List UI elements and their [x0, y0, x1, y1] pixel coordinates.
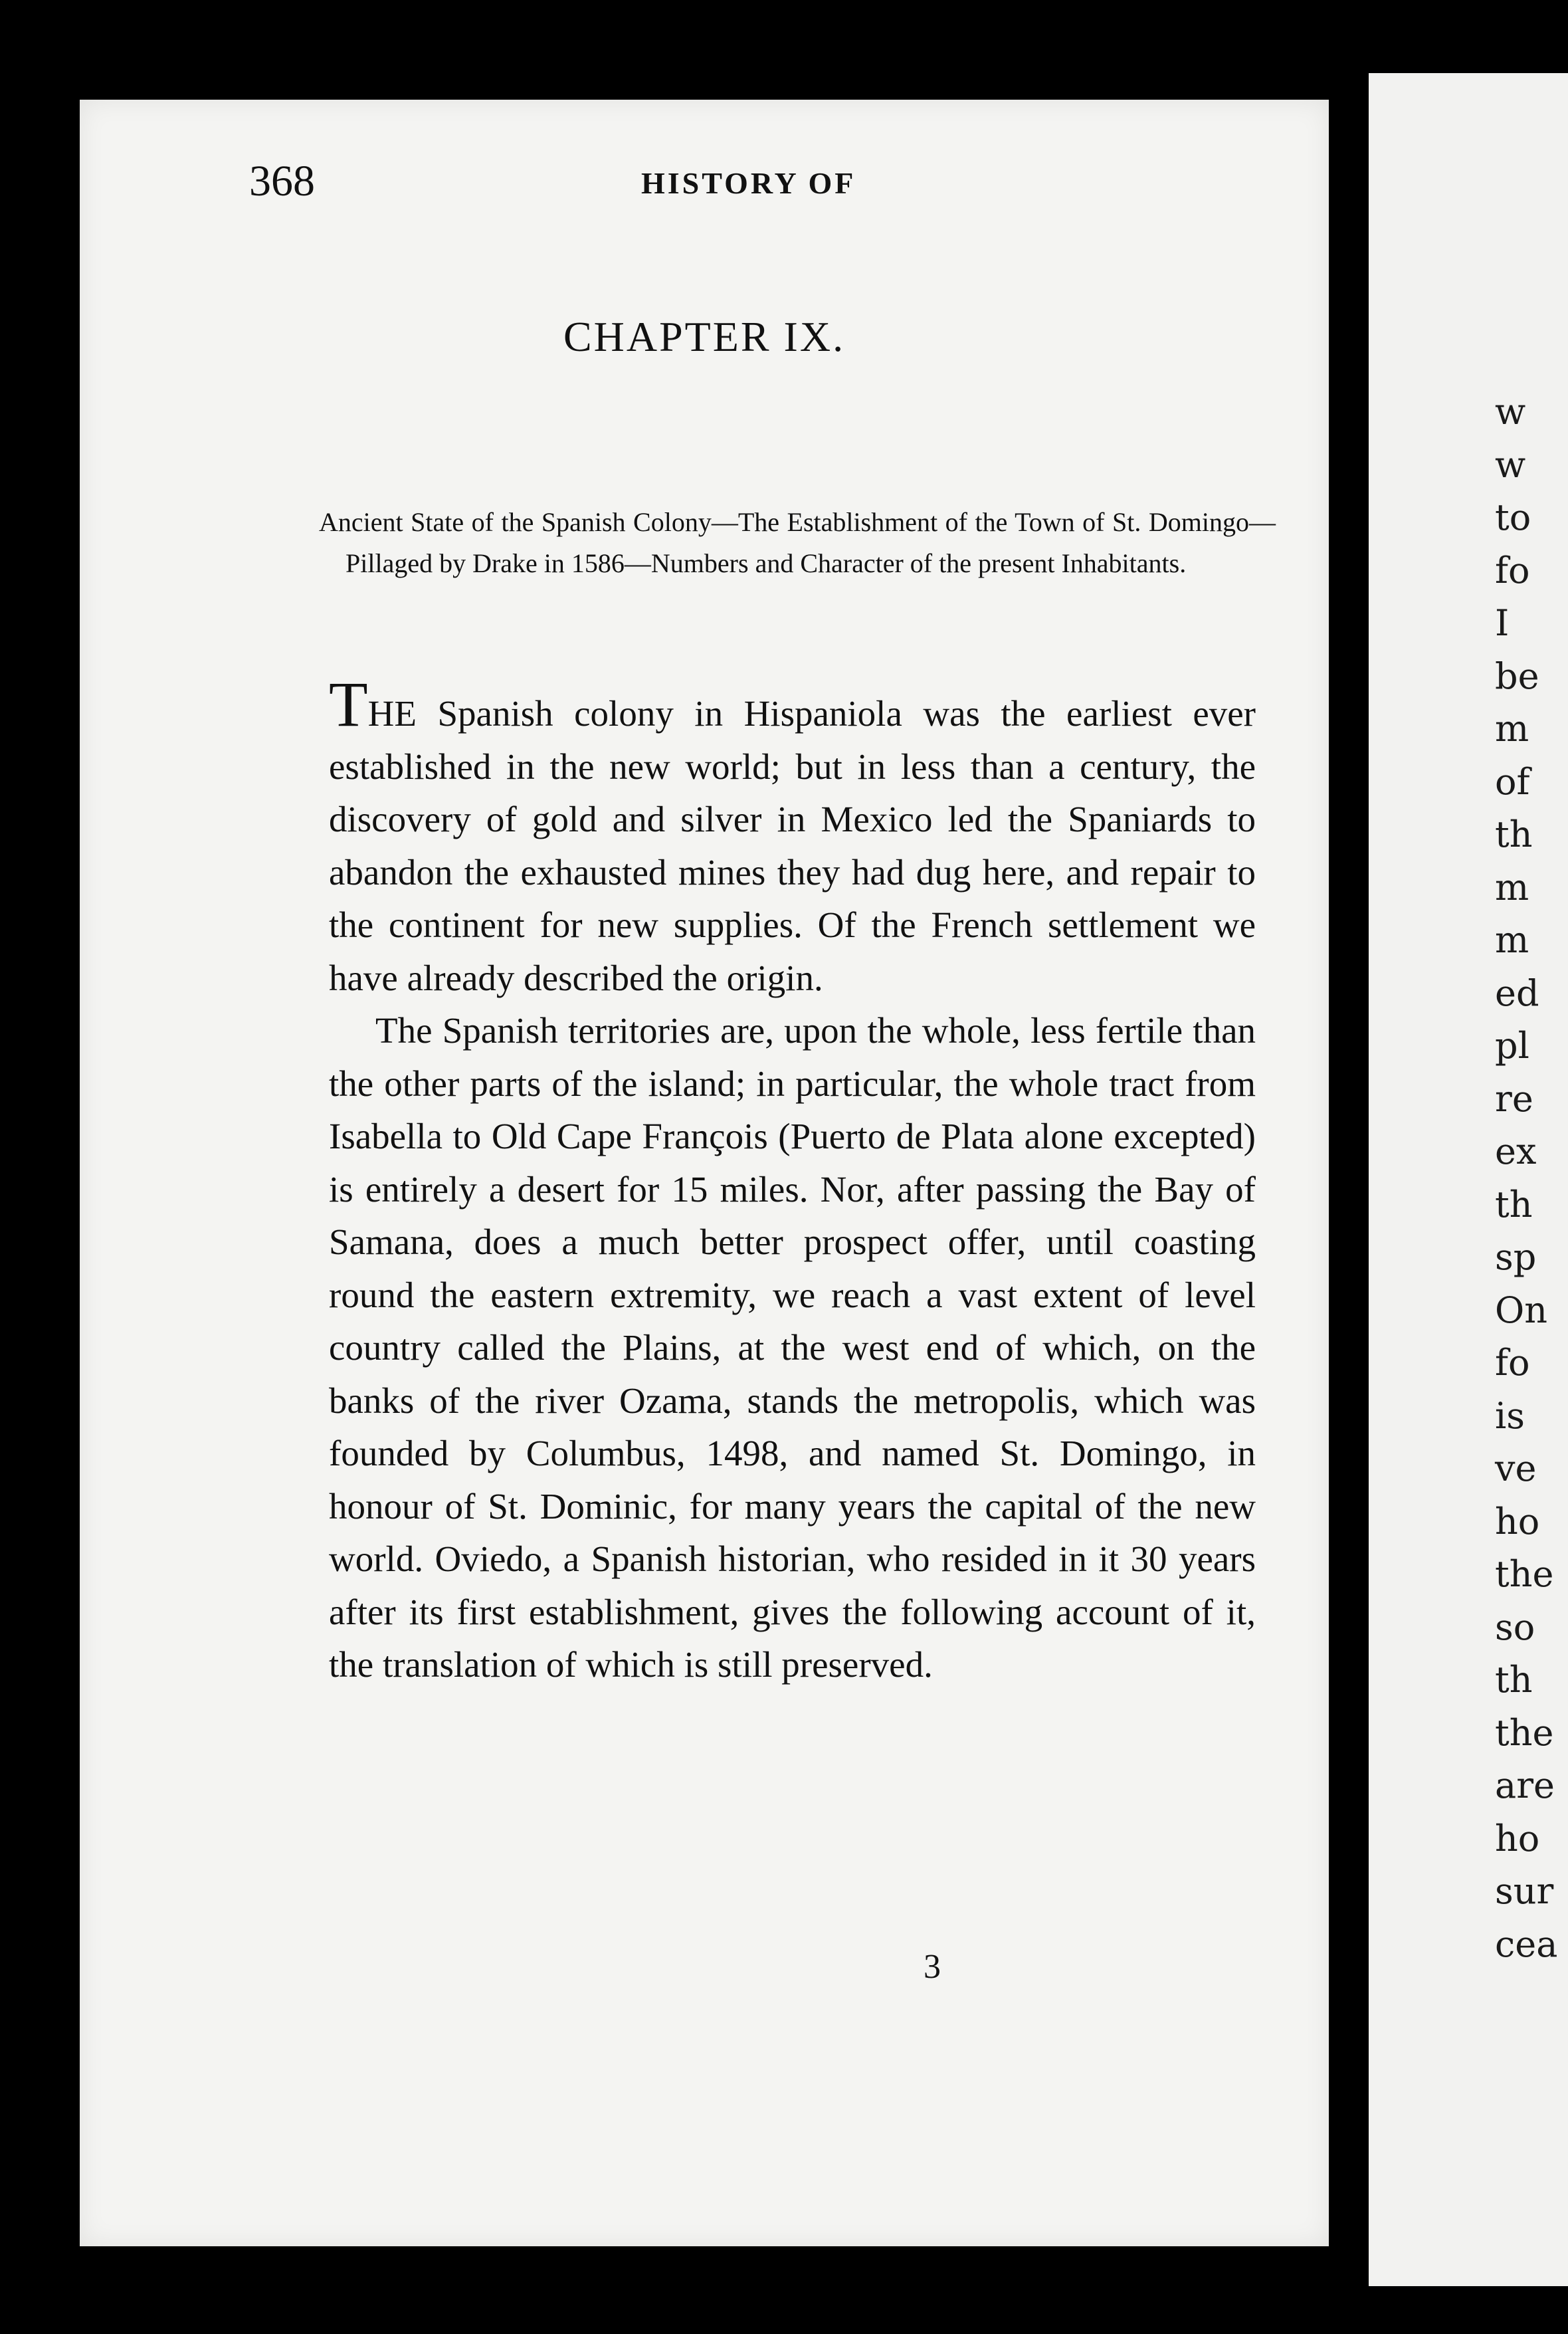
paragraph-1-text: HE Spanish colony in Hispaniola was the earliest ever established in the new world; but in less than a century, the discovery of gold and silver in Mexico led the Spaniards to abandon the exhausted mines they had dug here, and repair to the continent for new supplies. Of the French settlement we have already described the origin.: [329, 693, 1256, 998]
facing-page-fragment: be: [1495, 655, 1539, 697]
facing-page-fragment: ho: [1495, 1817, 1540, 1859]
chapter-title: CHAPTER IX.: [563, 313, 846, 360]
facing-page-fragment: th: [1495, 1183, 1533, 1225]
running-head: [249, 156, 1246, 216]
facing-page-fragment: sur: [1495, 1870, 1554, 1912]
facing-page-edge: [1369, 73, 1568, 2286]
facing-page-fragment: to: [1495, 496, 1531, 538]
facing-page-fragment: are: [1495, 1764, 1555, 1806]
facing-page-fragment: m: [1495, 919, 1529, 961]
facing-page-text-fragments: [1495, 385, 1557, 1970]
facing-page-fragment: I: [1495, 602, 1510, 644]
running-title: HISTORY OF: [641, 166, 856, 200]
facing-page-fragment: the: [1495, 1553, 1554, 1595]
facing-page-fragment: cea: [1495, 1923, 1558, 1965]
paragraph-1: [329, 669, 1256, 1004]
facing-page-fragment: w: [1495, 391, 1526, 433]
facing-page-fragment: th: [1495, 1659, 1533, 1701]
body-text: [329, 669, 1256, 1691]
facing-page-fragment: ho: [1495, 1500, 1540, 1542]
facing-page-fragment: is: [1495, 1394, 1525, 1437]
paragraph-2: The Spanish territories are, upon the whole, less fertile than the other parts of the island; in particular, the whole tract from Isabella to Old Cape François (Puerto de Plata alone excepted) is entirely a desert for 15 miles. Nor, after passing the Bay of Samana, does a much better prospect offer, until coasting round the eastern extremity, we reach a vast extent of level country called the Plains, at the west end of which, on the banks of the river Ozama, stands the metropolis, which was founded by Columbus, 1498, and named St. Domingo, in honour of St. Dominic, for many years the capital of the new world. Oviedo, a Spanish historian, who resided in it 30 years after its first establishment, gives the following account of it, the translation of which is still preserved.: [329, 1010, 1256, 1685]
facing-page-fragment: ed: [1495, 972, 1539, 1014]
facing-page-fragment: ex: [1495, 1130, 1537, 1172]
facing-page-fragment: m: [1495, 708, 1529, 750]
facing-page-fragment: On: [1495, 1289, 1548, 1331]
facing-page-fragment: so: [1495, 1606, 1535, 1648]
facing-page-fragment: the: [1495, 1711, 1554, 1754]
facing-page-fragment: fo: [1495, 549, 1530, 591]
facing-page-fragment: fo: [1495, 1342, 1530, 1384]
facing-page-fragment: w: [1495, 443, 1526, 486]
drop-cap: T: [329, 669, 368, 740]
facing-page-fragment: of: [1495, 760, 1530, 803]
facing-page-fragment: pl: [1495, 1025, 1529, 1067]
facing-page-fragment: sp: [1495, 1236, 1537, 1278]
facing-page-fragment: ve: [1495, 1447, 1537, 1489]
catchword: 3: [924, 1948, 941, 1986]
facing-page-fragment: th: [1495, 813, 1533, 855]
page-number: 368: [249, 157, 315, 205]
chapter-summary: Ancient State of the Spanish Colony—The Establishment of the Town of St. Domingo—Pillaged by Drake in 1586—Numbers and Character of the present Inhabitants.: [319, 507, 1276, 578]
facing-page-fragment: re: [1495, 1077, 1533, 1120]
facing-page-fragment: m: [1495, 866, 1529, 908]
